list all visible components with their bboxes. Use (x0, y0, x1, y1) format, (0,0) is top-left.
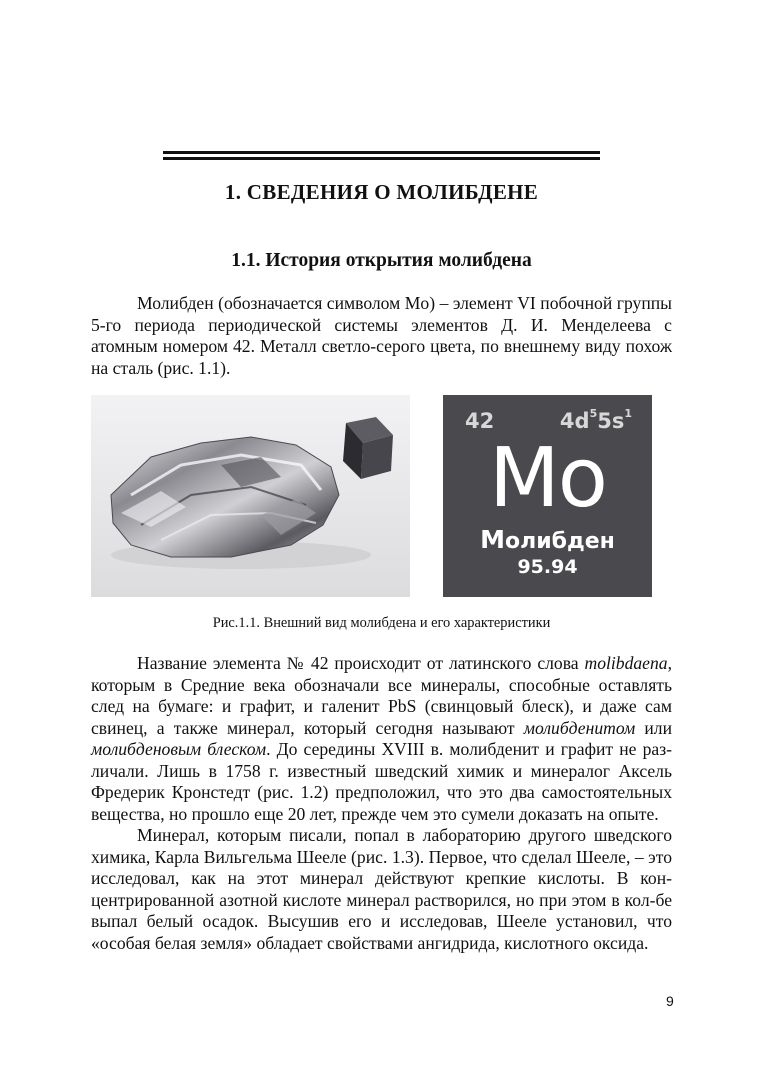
double-rule-top (163, 151, 600, 154)
figure-caption: Рис.1.1. Внешний вид молибдена и его характеристики (212, 615, 551, 631)
atomic-number: 42 (465, 409, 495, 433)
paragraph-scheele: Минерал, которым писали, попал в лабораторию другого шведского химика, Карла Вильгельма Шееле (рис. 1.3). Первое, что сделал Шееле, – это исследовал, как на этот минерал действуют крепкие кислоты. В кон-центрированной азотной кислоте минерал растворился, но при этом в кол-бе выпал белый осадок. Высушив его и исследовав, Шееле установил, что «особая белая земля» обладает свойствами ангидрида, кислотного оксида. (91, 825, 672, 953)
page-number: 9 (666, 993, 674, 1009)
intro-paragraph (91, 293, 672, 379)
paragraph-name-origin: Название элемента № 42 происходит от латинского слова molibdaena, которым в Средние века обозначали все минералы, способные оставлять след на бумаге: и графит, и галенит PbS (свинцовый блеск), и даже сам свинец, а также минерал, который сегодня называют молибденитом или молибденовым блеском. До середины XVIII в. молибденит и графит не раз-личали. Лишь в 1758 г. известный шведский химик и минералог Аксель Фредерик Кронстедт (рис. 1.2) предположил, что это два самостоятельных вещества, но прошло еще 20 лет, прежде чем это сумели доказать на опыте. (91, 653, 673, 824)
electron-configuration: $4d^55s^1$ (559, 407, 632, 433)
section-title: 1.1. История открытия молибдена (231, 250, 532, 271)
body-text (91, 653, 672, 954)
element-symbol: Mo (489, 431, 606, 526)
double-rule-bottom (163, 157, 600, 160)
molybdenum-photo-image (91, 395, 410, 597)
element-name: Молибден (480, 525, 615, 554)
atomic-mass: 95.94 (517, 556, 578, 578)
chapter-title: 1. СВЕДЕНИЯ О МОЛИБДЕНЕ (224, 180, 539, 204)
molybdenum-photo (91, 395, 410, 597)
element-tile (443, 395, 652, 597)
intro-paragraph-text: Молибден (обозначается символом Mo) – элемент VI побочной группы 5-го периода периодической системы элементов Д. И. Менделеева с атомным номером 42. Металл светло-серого цвета, по внешнему виду похож на сталь (рис. 1.1). (91, 293, 672, 378)
